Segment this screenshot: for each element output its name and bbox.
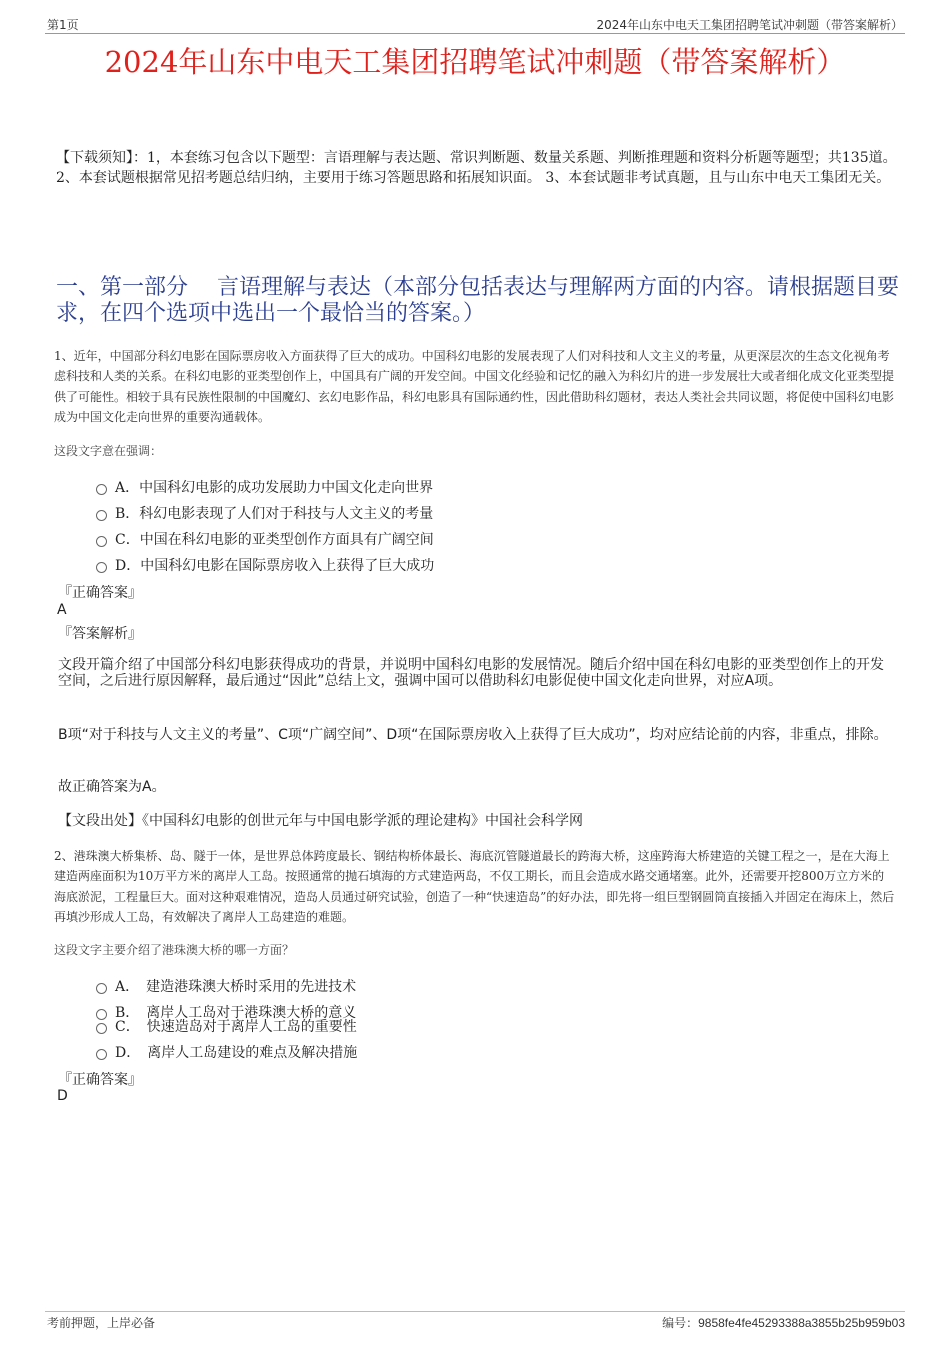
question-1-analysis-label: 『答案解析』 [58, 626, 142, 642]
question-1-answer: A [57, 602, 67, 618]
question-1-answer-label: 『正确答案』 [58, 585, 142, 601]
radio-icon[interactable] [96, 1049, 107, 1060]
question-2-answer-label: 『正确答案』 [58, 1072, 142, 1088]
option-label: C．中国在科幻电影的亚类型创作方面具有广阔空间 [115, 532, 434, 548]
page-title: 2024年山东中电天工集团招聘笔试冲刺题（带答案解析） [104, 45, 846, 79]
download-notice: 【下载须知】：1，本套练习包含以下题型：言语理解与表达题、常识判断题、数量关系题、判断推理题和资料分析题等题型；共135道。 2、本套试题根据常见招考题总结归纳，主要用于练习答题思路和拓展知识面。 3、本套试题非考试真题，且与山东中电天工集团无关。 [56, 150, 897, 186]
question-1-option-b[interactable] [96, 503, 433, 523]
radio-icon[interactable] [96, 510, 107, 521]
question-1-analysis-p1: 文段开篇介绍了中国部分科幻电影获得成功的背景，并说明中国科幻电影的发展情况。随后介绍中国在科幻电影的亚类型创作上的开发空间，之后进行原因解释，最后通过“因此”总结上文，强调中国可以借助科幻电影促使中国文化走向世界，对应A项。 [58, 657, 884, 689]
footer-divider [45, 1311, 905, 1312]
question-1-analysis-p2: B项“对于科技与人文主义的考量”、C项“广阔空间”、D项“在国际票房收入上获得了巨大成功”，均对应结论前的内容，非重点，排除。 [58, 727, 888, 743]
question-2-answer: D [57, 1088, 68, 1104]
section-heading: 一、第一部分 言语理解与表达（本部分包括表达与理解两方面的内容。请根据题目要求，在四个选项中选出一个最恰当的答案。） [56, 275, 899, 326]
radio-icon[interactable] [96, 983, 107, 994]
question-2-option-a[interactable] [96, 976, 356, 996]
radio-icon[interactable] [96, 562, 107, 573]
question-1-option-a[interactable] [96, 477, 433, 497]
question-1-text: 1、近年，中国部分科幻电影在国际票房收入方面获得了巨大的成功。中国科幻电影的发展表现了人们对科技和人文主义的考量，从更深层次的生态文化视角考虑科技和人类的关系。在科幻电影的亚类型创作上，中国具有广阔的开发空间。中国文化经验和记忆的融入为科幻片的进一步发展壮大或者细化成文化亚类型提供了可能性。相较于具有民族性限制的中国魔幻、玄幻电影作品，科幻电影具有国际通约性，因此借助科幻题材，表达人类社会共同议题，将促使中国科幻电影成为中国文化走向世界的重要沟通载体。 [54, 349, 895, 424]
radio-icon[interactable] [96, 536, 107, 547]
footer-doc-id: 编号：9858fe4fe45293388a3855b25b959b03 [662, 1316, 905, 1330]
question-1-analysis-p3: 故正确答案为A。 [58, 779, 166, 795]
question-2-text: 2、港珠澳大桥集桥、岛、隧于一体，是世界总体跨度最长、钢结构桥体最长、海底沉管隧道最长的跨海大桥，这座跨海大桥建造的关键工程之一，是在大海上建造两座面积为10万平方米的离岸人工岛。按照通常的抛石填海的方式建造两岛，不仅工期长，而且会造成水路交通堵塞。此外，还需要开挖800万立方米的海底淤泥，工程量巨大。面对这种艰难情况，造岛人员通过研究试验，创造了一种“快速造岛”的好办法，即先将一组巨型钢圆筒直接插入并固定在海床上，然后再填沙形成人工岛，有效解决了离岸人工岛建造的难题。 [54, 849, 895, 924]
radio-icon[interactable] [96, 1023, 107, 1034]
question-2-option-d[interactable] [96, 1042, 357, 1062]
footer-slogan: 考前押题，上岸必备 [47, 1316, 156, 1330]
option-label: A．中国科幻电影的成功发展助力中国文化走向世界 [115, 480, 434, 496]
header-doc-title: 2024年山东中电天工集团招聘笔试冲刺题（带答案解析） [596, 18, 903, 32]
option-label: A． 建造港珠澳大桥时采用的先进技术 [115, 979, 357, 995]
option-label: B．科幻电影表现了人们对于科技与人文主义的考量 [115, 506, 434, 522]
option-label: D． 离岸人工岛建设的难点及解决措施 [115, 1045, 358, 1061]
question-1-prompt: 这段文字意在强调： [54, 444, 163, 458]
question-1-option-c[interactable] [96, 529, 434, 549]
radio-icon[interactable] [96, 484, 107, 495]
page-number: 第1页 [47, 18, 79, 32]
option-label: C． 快速造岛对于离岸人工岛的重要性 [115, 1019, 357, 1035]
option-label: B． 离岸人工岛对于港珠澳大桥的意义 [115, 1005, 357, 1021]
question-2-option-c[interactable] [96, 1016, 357, 1036]
option-label: D．中国科幻电影在国际票房收入上获得了巨大成功 [115, 558, 435, 574]
header-divider [45, 33, 905, 34]
question-1-source: 【文段出处】《中国科幻电影的创世元年与中国电影学派的理论建构》中国社会科学网 [58, 813, 583, 829]
question-1-option-d[interactable] [96, 555, 434, 575]
question-2-prompt: 这段文字主要介绍了港珠澳大桥的哪一方面？ [54, 943, 295, 957]
